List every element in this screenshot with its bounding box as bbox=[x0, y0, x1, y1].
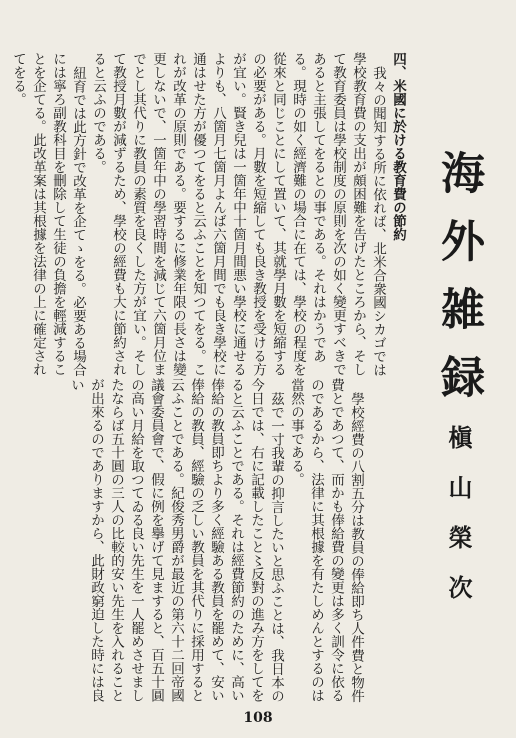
article-upper-block bbox=[10, 52, 408, 377]
page-number: 108 bbox=[243, 710, 273, 726]
paragraph-2: 紐育では此方針で改革を企てゝをる。必要ある場合には寧ろ副教科目を刪除して生徒の負擔を輕減することを企てる。此改革案は其根據を法律の上に確定されてをる。 bbox=[10, 52, 86, 376]
paragraph-4: 茲で一寸我輩の抑言したいと思ふことは、我日本の今日では、右に記載したこと〻反對の進み方をしてをると云ふことである。それは經費節約のために、高い俸給の教員即ちより多く經驗ある教員を罷めて、安い俸給の教員、經驗の乏しい教員を其代りに採用すると云ふことである。紀俊秀男爵が最近の第六十二回帝國議會委員會で、假に例を擧げて見ますると、百五十圓の高い月給を取つてゐる良い先生を一人罷めさせましたならば五十圓の三人の比較的安い先生を入れることが出來るのでありますから、此財政窮迫した時には良い bbox=[68, 378, 284, 702]
section-title: 海外雑録 bbox=[433, 150, 484, 422]
article-lower-block bbox=[36, 378, 366, 708]
author-name: 槇山榮次 bbox=[444, 425, 473, 625]
paragraph-1: 我々の聞知する所に依れば、北米合衆國シカゴでは學校教育費の支出が頗困難を告げたところから、そして教育委員は學校制度の原則を次の如く變更すべきであると主張してをるとの事である。それはかうである。現時の如く經濟難の場合に在ては、學校の程度を從來と同じことにして置いて、其就學月數を短縮するの必要がある。月數を短縮しても良き教授を受ける方が宜い。賢き兒は一箇年中十箇月間悪い學校に通せるよりも、八箇月七箇月よんば六箇月間でも良き學校に通はせた方が優つてをると云ふことを知つてをる。これが改革の原則である。要するに修業年限の長さは變更しないで、一箇年中の學習時間を減じて六箇月位までとし其代りに教員の素質を良くした方が宜い。そして教授月數が減ずるため、學校の經費も大に節約されると云ふのである。 bbox=[90, 52, 386, 376]
paragraph-3: 學校經費の八割五分は教員の俸給即ち人件費と物件費とであつて、而かも俸給費の變更は多く訓令に依るのであるから、法律に其根據を有たしめんとするのは當然の事である。 bbox=[288, 378, 364, 702]
article-heading: 四、米國に於ける教育費の節約 bbox=[390, 52, 406, 241]
